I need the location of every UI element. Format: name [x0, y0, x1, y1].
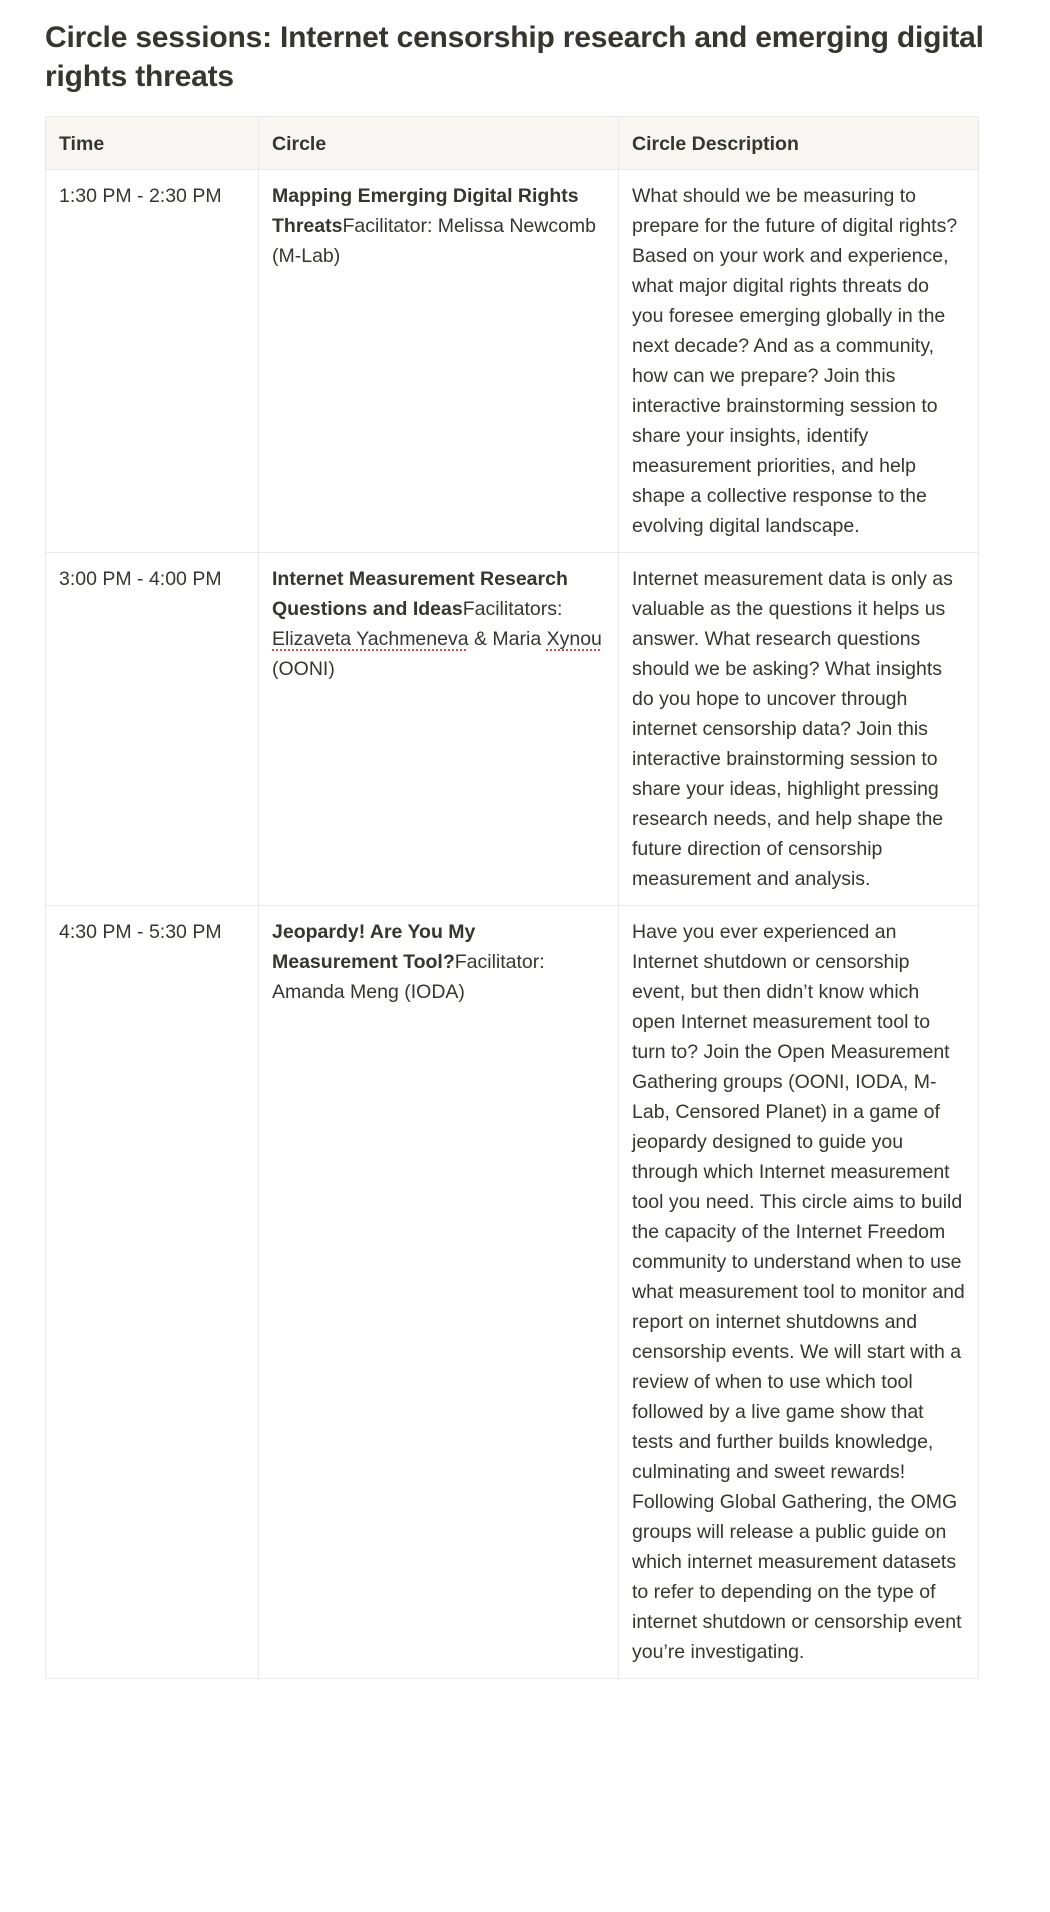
facilitator-mid: & Maria [468, 628, 547, 650]
cell-time: 3:00 PM - 4:00 PM [46, 553, 259, 906]
facilitator-suffix: (OONI) [272, 658, 335, 680]
cell-circle [259, 906, 619, 1679]
facilitator-name-misspelled: Elizaveta Yachmeneva [272, 628, 469, 650]
header-description: Circle Description [619, 117, 979, 170]
cell-description: Internet measurement data is only as valuable as the questions it helps us answer. What research questions should we be asking? What insights do you hope to uncover through internet censorship data? Join this interactive brainstorming session to share your ideas, highlight pressing research needs, and help shape the future direction of censorship measurement and analysis. [619, 553, 979, 906]
cell-circle [259, 170, 619, 553]
cell-description: What should we be measuring to prepare for the future of digital rights? Based on your work and experience, what major digital rights threats do you foresee emerging globally in the next decade? And as a community, how can we prepare? Join this interactive brainstorming session to share your insights, identify measurement priorities, and help shape a collective response to the evolving digital landscape. [619, 170, 979, 553]
cell-description: Have you ever experienced an Internet shutdown or censorship event, but then didn’t know which open Internet measurement tool to turn to? Join the Open Measurement Gathering groups (OONI, IODA, M-Lab, Censored Planet) in a game of jeopardy designed to guide you through which Internet measurement tool you need. This circle aims to build the capacity of the Internet Freedom community to understand when to use what measurement tool to monitor and report on internet shutdowns and censorship events. We will start with a review of when to use which tool followed by a live game show that tests and further builds knowledge, culminating and sweet rewards! Following Global Gathering, the OMG groups will release a public guide on which internet measurement datasets to refer to depending on the type of internet shutdown or censorship event you’re investigating. [619, 906, 979, 1679]
table-header-row [46, 117, 979, 170]
table-row [46, 170, 979, 553]
cell-time: 4:30 PM - 5:30 PM [46, 906, 259, 1679]
header-circle: Circle [259, 117, 619, 170]
circle-title: Jeopardy! Are You My Measurement Tool? [272, 921, 476, 973]
circle-title: Mapping Emerging Digital Rights Threats [272, 185, 579, 237]
facilitator-prefix: Facilitators: [462, 598, 563, 620]
facilitator-name-misspelled: Xynou [546, 628, 602, 650]
page-title: Circle sessions: Internet censorship research and emerging digital rights threats [45, 21, 984, 93]
table-row [46, 906, 979, 1679]
cell-time: 1:30 PM - 2:30 PM [46, 170, 259, 553]
cell-circle [259, 553, 619, 906]
facilitator: Facilitator: Amanda Meng (IODA) [272, 951, 545, 1003]
table-row [46, 553, 979, 906]
circle-title: Internet Measurement Research Questions and Ideas [272, 568, 568, 620]
sessions-table [45, 116, 979, 1679]
header-time: Time [46, 117, 259, 170]
facilitator: Facilitator: Melissa Newcomb (M-Lab) [272, 215, 597, 267]
